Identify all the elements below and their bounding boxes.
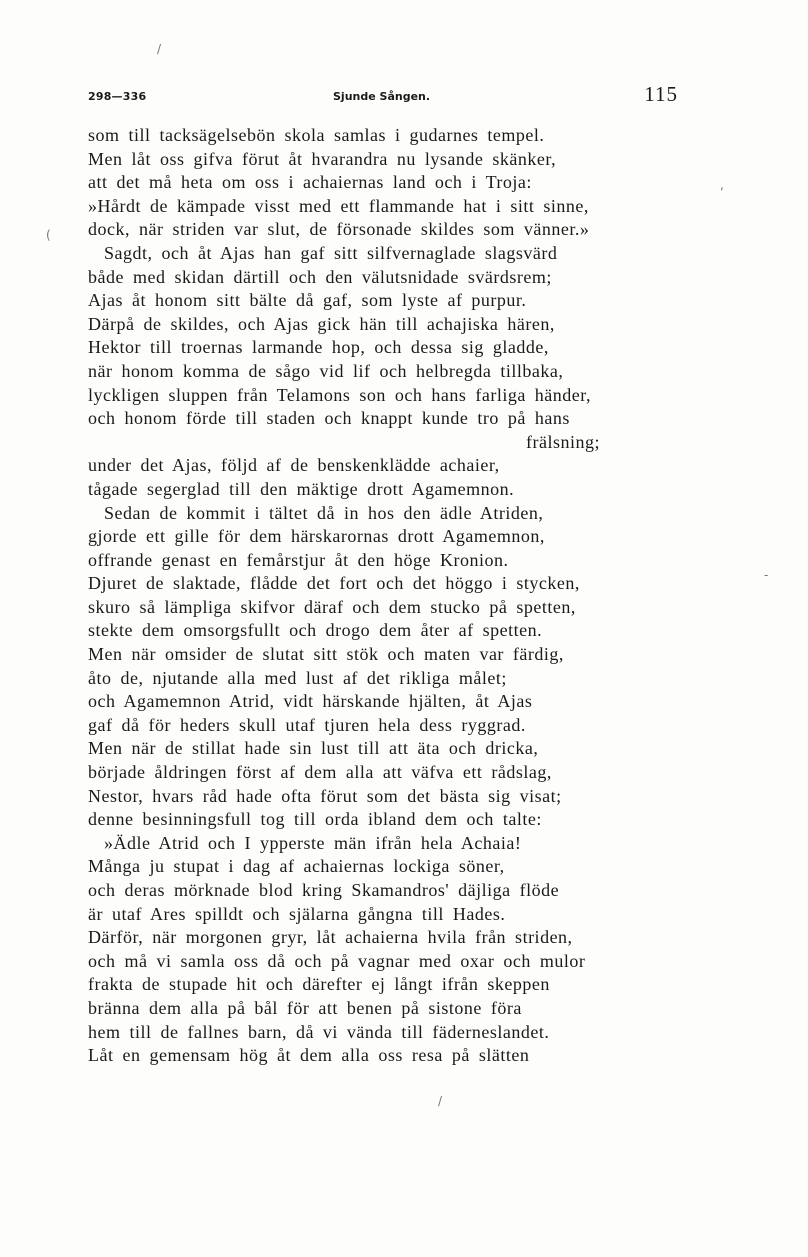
poem-line: och honom förde till staden och knappt kunde tro på hans xyxy=(88,408,570,429)
poem-line: gaf då för heders skull utaf tjuren hela dess ryggrad. xyxy=(88,714,526,735)
poem-line: gjorde ett gille för dem härskarornas drott Agamemnon, xyxy=(88,526,545,547)
poem-line: Låt en gemensam hög åt dem alla oss resa på slätten xyxy=(88,1045,530,1066)
poem-line: både med skidan därtill och den välutsnidade svärdsrem; xyxy=(88,266,552,287)
poem-line: är utaf Ares spilldt och själarna gångna till Hades. xyxy=(88,903,506,924)
page-number: 115 xyxy=(644,82,678,106)
poem-line: och må vi samla oss då och på vagnar med oxar och mulor xyxy=(88,950,586,971)
poem-line: »Hårdt de kämpade visst med ett flammande hat i sitt sinne, xyxy=(88,195,589,216)
poem-line: hem till de fallnes barn, då vi vända till fäderneslandet. xyxy=(88,1021,550,1042)
poem-line: som till tacksägelsebön skola samlas i gudarnes tempel. xyxy=(88,125,545,145)
poem-line: frälsning; xyxy=(526,431,600,452)
poem-line: denne besinningsfull tog till orda ibland dem och talte: xyxy=(88,809,542,830)
margin-mark: / xyxy=(438,1094,443,1108)
poem-line: Därför, när morgonen gryr, låt achaierna hvila från striden, xyxy=(88,927,573,948)
poem-line: Nestor, hvars råd hade ofta förut som det bästa sig visat; xyxy=(88,785,562,806)
poem-line: skuro så lämpliga skifvor däraf och dem stucko på spetten, xyxy=(88,596,576,617)
poem-line: och Agamemnon Atrid, vidt härskande hjälten, åt Ajas xyxy=(88,691,533,712)
poem-line: lyckligen sluppen från Telamons son och hans farliga händer, xyxy=(88,384,592,405)
poem-line: när honom komma de sågo vid lif och helbregda tillbaka, xyxy=(88,360,564,381)
poem-line: Sagdt, och åt Ajas han gaf sitt silfvernaglade slagsvärd xyxy=(104,242,558,263)
poem-line: Ajas åt honom sitt bälte då gaf, som lyste af purpur. xyxy=(88,290,527,311)
poem-line: Men låt oss gifva förut åt hvarandra nu lysande skänker, xyxy=(88,148,557,169)
line-range: 298—336 xyxy=(88,90,147,103)
poem-line: Många ju stupat i dag af achaiernas lockiga söner, xyxy=(88,856,505,877)
poem-line: Djuret de slaktade, flådde det fort och det höggo i stycken, xyxy=(88,573,580,594)
poem-line: tågade segerglad till den mäktige drott Agamemnon. xyxy=(88,478,515,499)
poem-line: åto de, njutande alla med lust af det rikliga målet; xyxy=(88,667,507,688)
poem-line: och deras mörknade blod kring Skamandros' däjliga flöde xyxy=(88,880,560,900)
poem-line: dock, när striden var slut, de försonade skildes som vänner.» xyxy=(88,219,590,240)
poem-line: Men när omsider de slutat sitt stök och maten var färdig, xyxy=(88,644,564,665)
chapter-title: Sjunde Sången. xyxy=(333,90,431,103)
margin-mark: , xyxy=(720,178,724,192)
poem-line: började åldringen först af dem alla att väfva ett rådslag, xyxy=(88,762,552,783)
poem-line: Hektor till troernas larmande hop, och dessa sig gladde, xyxy=(88,337,549,358)
poem-line: Men när de stillat hade sin lust till att äta och dricka, xyxy=(88,738,539,759)
poem-line: stekte dem omsorgsfullt och drogo dem åter af spetten. xyxy=(88,620,543,641)
poem-line: under det Ajas, följd af de benskenklädde achaier, xyxy=(88,455,500,476)
poem-line: bränna dem alla på bål för att benen på sistone föra xyxy=(88,997,522,1018)
poem-body xyxy=(88,124,688,1068)
page-header xyxy=(88,82,680,116)
poem-line: »Ädle Atrid och I ypperste män ifrån hela Achaia! xyxy=(104,832,522,853)
poem-line: Sedan de kommit i tältet då in hos den ädle Atriden, xyxy=(104,502,544,523)
margin-mark: - xyxy=(764,568,769,582)
margin-mark: ( xyxy=(46,228,51,242)
poem-line: frakta de stupade hit och därefter ej långt ifrån skeppen xyxy=(88,974,550,995)
poem-line: Därpå de skildes, och Ajas gick hän till achajiska hären, xyxy=(88,313,555,334)
poem-line: att det må heta om oss i achaiernas land och i Troja: xyxy=(88,172,532,193)
margin-mark: / xyxy=(157,42,162,56)
poem-line: offrande genast en femårstjur åt den höge Kronion. xyxy=(88,549,509,570)
